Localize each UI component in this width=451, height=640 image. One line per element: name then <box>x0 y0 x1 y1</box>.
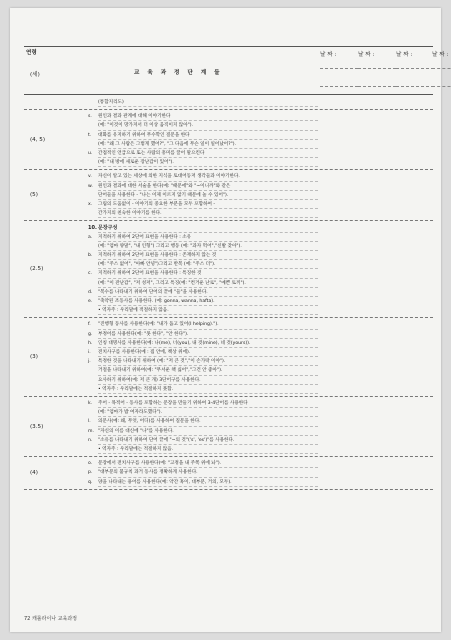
curriculum-item <box>88 322 219 328</box>
item-underline <box>98 356 318 357</box>
item-key: o. <box>88 461 93 467</box>
item-text: 주어 - 목적어 - 동사를 포함하는 문장을 만들기 위하여 3-4단어를 사용한다 <box>98 401 248 406</box>
curriculum-item <box>88 253 216 259</box>
curriculum-item <box>88 133 190 139</box>
item-underline <box>98 208 318 209</box>
item-text: 거절을 나타내기 위하여(예: "무서운 책 싫어","그건 안 좋아"). <box>98 368 223 374</box>
item-underline <box>98 250 318 251</box>
item-text: (예: "이것이 망가져서 더 이상 움직이지 않아"). <box>98 123 194 129</box>
curriculum-item <box>88 160 174 166</box>
item-underline <box>98 365 318 366</box>
item-text: 자신이 알고 있는 세상에 의한 지식을 토대어동저 생각들과 이야기한다. <box>98 174 240 180</box>
curriculum-item <box>88 281 246 287</box>
item-underline <box>98 314 318 315</box>
date-label-3: 날 짜 : <box>396 52 413 58</box>
item-underline <box>98 106 318 107</box>
item-text: 요사하기 위하여(예: 저 큰 개) 3단어구를 사용한다. <box>98 377 201 383</box>
section-divider <box>24 456 433 457</box>
item-underline <box>98 130 318 131</box>
date-line-1 <box>320 68 358 69</box>
curriculum-item <box>88 193 228 199</box>
curriculum-item <box>88 299 215 305</box>
age-group-label: (5) <box>30 192 38 199</box>
date-column-2 <box>358 50 396 88</box>
date-label-2: 날 짜 : <box>358 52 375 58</box>
item-key: n. <box>88 437 93 443</box>
section-divider <box>24 489 433 490</box>
item-key: 10. <box>88 225 97 232</box>
item-text: 대화를 유지하기 위하여 무수학인 질문을 한다 <box>98 132 190 138</box>
curriculum-item <box>88 387 173 393</box>
curriculum-item <box>88 470 198 476</box>
item-text: "진행형 동사를 사용한다(예: "내가 돕고 있어(I helping)."). <box>98 322 219 328</box>
item-underline <box>98 268 318 269</box>
date-line-4b <box>432 86 451 87</box>
date-column-3 <box>396 50 434 88</box>
item-underline <box>98 426 318 427</box>
curriculum-item <box>88 211 162 217</box>
item-key: c. <box>88 271 92 277</box>
section-divider <box>24 220 433 221</box>
date-column-1 <box>320 50 358 88</box>
item-underline <box>98 296 318 297</box>
curriculum-item <box>88 461 221 467</box>
item-text: (예: "이 잔난감", "저 성저", 그리고 특징(예: "컨거운 난로", "예쁜 토끼"). <box>98 280 246 286</box>
curriculum-item <box>88 419 201 425</box>
item-text: "복수를 나타내기 위하여 단어의 끝에 "들"을 사용한다. <box>98 289 208 295</box>
item-underline <box>98 416 318 417</box>
item-underline <box>98 393 318 394</box>
page-title: 교 육 과 정 단 계 들 <box>134 70 223 76</box>
item-text: 부정어를 사용한다(예: "못 한다", "안 한다"). <box>98 331 189 337</box>
item-text: • 역자주 : 우리말에는 적절하지 못함. <box>98 386 174 392</box>
header <box>24 46 449 96</box>
curriculum-item <box>88 401 248 407</box>
item-text: 지적하기 위하여 2단어 표현을 사용한다 : 존재하지 않는 것 <box>98 253 217 258</box>
curriculum-item <box>88 359 225 365</box>
age-group-label: (4, 5) <box>30 136 46 143</box>
curriculum-item <box>88 429 174 435</box>
curriculum-item <box>88 114 170 120</box>
item-underline <box>98 467 318 468</box>
item-text: "축약된 조동사를 사용한다. (예: gonna, wanna, hafta). <box>98 299 215 304</box>
curriculum-item <box>88 480 232 486</box>
age-label: 연령 <box>26 50 37 56</box>
section-divider <box>24 317 433 318</box>
item-underline <box>98 181 318 182</box>
curriculum-item <box>88 174 240 180</box>
section-divider <box>24 109 433 110</box>
date-line-3b <box>396 86 434 87</box>
item-text: 지적하기 위하여 2단어 표현을 사용한다 : 특징한 것 <box>98 271 202 277</box>
item-key: b. <box>88 253 93 258</box>
item-key: i. <box>88 350 91 355</box>
item-text: 의문사(예: 왜, 무엇, 어디)를 사용하여 질문을 한다. <box>98 419 201 425</box>
date-line-3 <box>396 68 434 69</box>
item-text: 지적하기 위하여 2단어 표현을 사용한다 : 소유 <box>98 234 192 240</box>
item-key: g. <box>88 331 93 337</box>
item-text: (통합지리도) <box>98 100 124 105</box>
age-group-label: (3) <box>30 354 38 361</box>
age-group-label: (3.5) <box>30 423 44 430</box>
curriculum-item <box>88 262 215 268</box>
curriculum-item <box>88 290 208 296</box>
date-line-4 <box>432 68 451 69</box>
date-line-2b <box>358 86 396 87</box>
item-underline <box>98 199 318 200</box>
item-text: 특정한 것을 나타내기 위하여 (예: "저 큰 것","이 손가락 이야"). <box>98 359 226 365</box>
item-key: m. <box>88 428 94 434</box>
item-underline <box>98 287 318 288</box>
item-underline <box>98 190 318 191</box>
item-key: k. <box>88 401 93 406</box>
item-key: v. <box>88 174 92 180</box>
item-underline <box>98 384 318 385</box>
item-key: p. <box>88 470 93 476</box>
item-text: 양을 나타내는 용어를 사용한다(예: 약간 혹이, 대부분, 거의, 모두). <box>98 479 232 485</box>
item-key: d. <box>88 289 93 295</box>
curriculum-item <box>88 184 230 190</box>
item-text: (예: "주스 없어", "아빠 안녕")그리고 반복 (예: "주스 더"). <box>98 262 216 268</box>
item-underline <box>98 407 318 408</box>
item-underline <box>98 375 318 376</box>
item-underline <box>98 347 318 348</box>
item-underline <box>98 217 318 218</box>
curriculum-item <box>88 235 191 241</box>
curriculum-item <box>88 447 173 453</box>
item-underline <box>98 278 318 279</box>
curriculum-item <box>88 332 188 338</box>
item-underline <box>98 157 318 158</box>
item-underline <box>98 486 318 487</box>
item-text: (예: "왜 그 사람은 그렇게 했어?", "그 다음에 무슨 일이 일어났어?"). <box>98 141 237 147</box>
item-text: • 역자주 : 우리말에는 적절하지 않음. <box>98 447 174 452</box>
item-text: 단어들을 사용한다 - "나는 이제 이르지 않기 때문에 놀 수 있어"). <box>98 192 229 198</box>
item-text: 그림의 도움없이 - 이야기의 중요한 부분을 모두 포함하여 - <box>98 202 216 207</box>
curriculum-item <box>88 244 242 250</box>
item-underline <box>98 120 318 121</box>
item-underline <box>98 148 318 149</box>
item-underline <box>98 305 318 306</box>
item-underline <box>98 166 318 167</box>
item-text: 원인과 결과 관계에 대해 이야기한다 <box>98 114 171 120</box>
curriculum-item <box>88 271 201 277</box>
curriculum-item <box>88 202 215 208</box>
date-label-4: 날 짜 : <box>432 52 449 58</box>
header-top-rule <box>24 46 433 47</box>
item-text: "소유를 나타내기 위하여 단어 끝에 "~의 것"('s', 'es')"를 사용한다. <box>98 437 235 443</box>
item-key: l. <box>88 419 91 425</box>
curriculum-item <box>88 142 236 148</box>
item-text: "대부분의 불규칙 과거 동사를 정확하게 사용한다. <box>98 470 198 476</box>
item-key: a. <box>88 234 93 240</box>
item-underline <box>98 259 318 260</box>
curriculum-item <box>88 308 169 314</box>
item-key: f. <box>88 322 91 328</box>
item-key: x. <box>88 202 93 207</box>
item-key: j. <box>88 359 91 365</box>
item-text: (예: "엄마 양말", "내 인형") 그리고 행동 (예: "과자 먹어","신발 찾아"). <box>98 243 242 249</box>
item-key: h. <box>88 340 93 346</box>
item-text: "자신의 이름 대신에 "나"를 사용한다. <box>98 428 174 434</box>
item-underline <box>98 329 318 330</box>
item-underline <box>98 453 318 454</box>
item-key: t. <box>88 132 92 138</box>
item-text: 원인과 결과에 대한 서술을 한다(예: "때문에"와 "~이니까"와 같은 <box>98 183 231 189</box>
curriculum-item <box>88 378 201 384</box>
curriculum-item <box>88 410 162 416</box>
curriculum-item <box>88 438 234 444</box>
item-text: 문장구성 <box>98 225 118 232</box>
section-heading <box>88 225 117 231</box>
item-text: 인칭 대명사를 사용한다(예: 나(me), 너(you), 내 것(mine), 네 것(yours)). <box>98 340 251 346</box>
item-key: e. <box>88 299 93 304</box>
item-key: q. <box>88 479 93 485</box>
item-key: u. <box>88 151 93 156</box>
page-footer: 72 캐롤라이나 교육과정 <box>24 616 78 622</box>
item-text: 간접적인 언급으로 또는 사람의 흥미를 끌어 말으킨다 <box>98 151 205 156</box>
item-underline <box>98 232 318 233</box>
item-underline <box>98 139 318 140</box>
curriculum-item <box>88 123 193 129</box>
item-underline <box>98 444 318 445</box>
item-text: (예: "엄마가 밥 여자라도했다"). <box>98 410 163 416</box>
section-divider <box>24 169 433 170</box>
age-unit: (세) <box>30 72 40 78</box>
item-underline <box>98 241 318 242</box>
header-bottom-rule <box>24 94 433 95</box>
curriculum-item <box>88 350 190 356</box>
item-text: 간가지의 친숙한 이야기를 한다. <box>98 211 162 217</box>
curriculum-item <box>88 100 124 106</box>
item-key: s. <box>88 114 92 120</box>
item-text: • 역자주 : 우리말에 적절하지 않음. <box>98 308 169 314</box>
curriculum-item <box>88 151 204 157</box>
curriculum-item <box>88 341 250 347</box>
date-label-1: 날 짜 : <box>320 52 337 58</box>
item-underline <box>98 477 318 478</box>
item-text: 문장에서 전치사구를 사용한다(예: "고정을 내 주쪽 위에 놔"). <box>98 461 222 467</box>
date-line-2 <box>358 68 396 69</box>
item-underline <box>98 435 318 436</box>
item-text: 전치사구를 사용한다(예 : 집 안에, 책상 위에). <box>98 350 191 355</box>
item-text: (예: "내 방에 새로운 장난감이 있어"). <box>98 160 174 166</box>
age-group-label: (2.5) <box>30 266 44 273</box>
curriculum-item <box>88 368 222 374</box>
date-line-1b <box>320 86 358 87</box>
item-key: w. <box>88 183 93 189</box>
item-underline <box>98 338 318 339</box>
document-page <box>10 8 449 632</box>
section-divider <box>24 396 433 397</box>
age-group-label: (4) <box>30 470 38 476</box>
date-column-4 <box>432 50 451 88</box>
